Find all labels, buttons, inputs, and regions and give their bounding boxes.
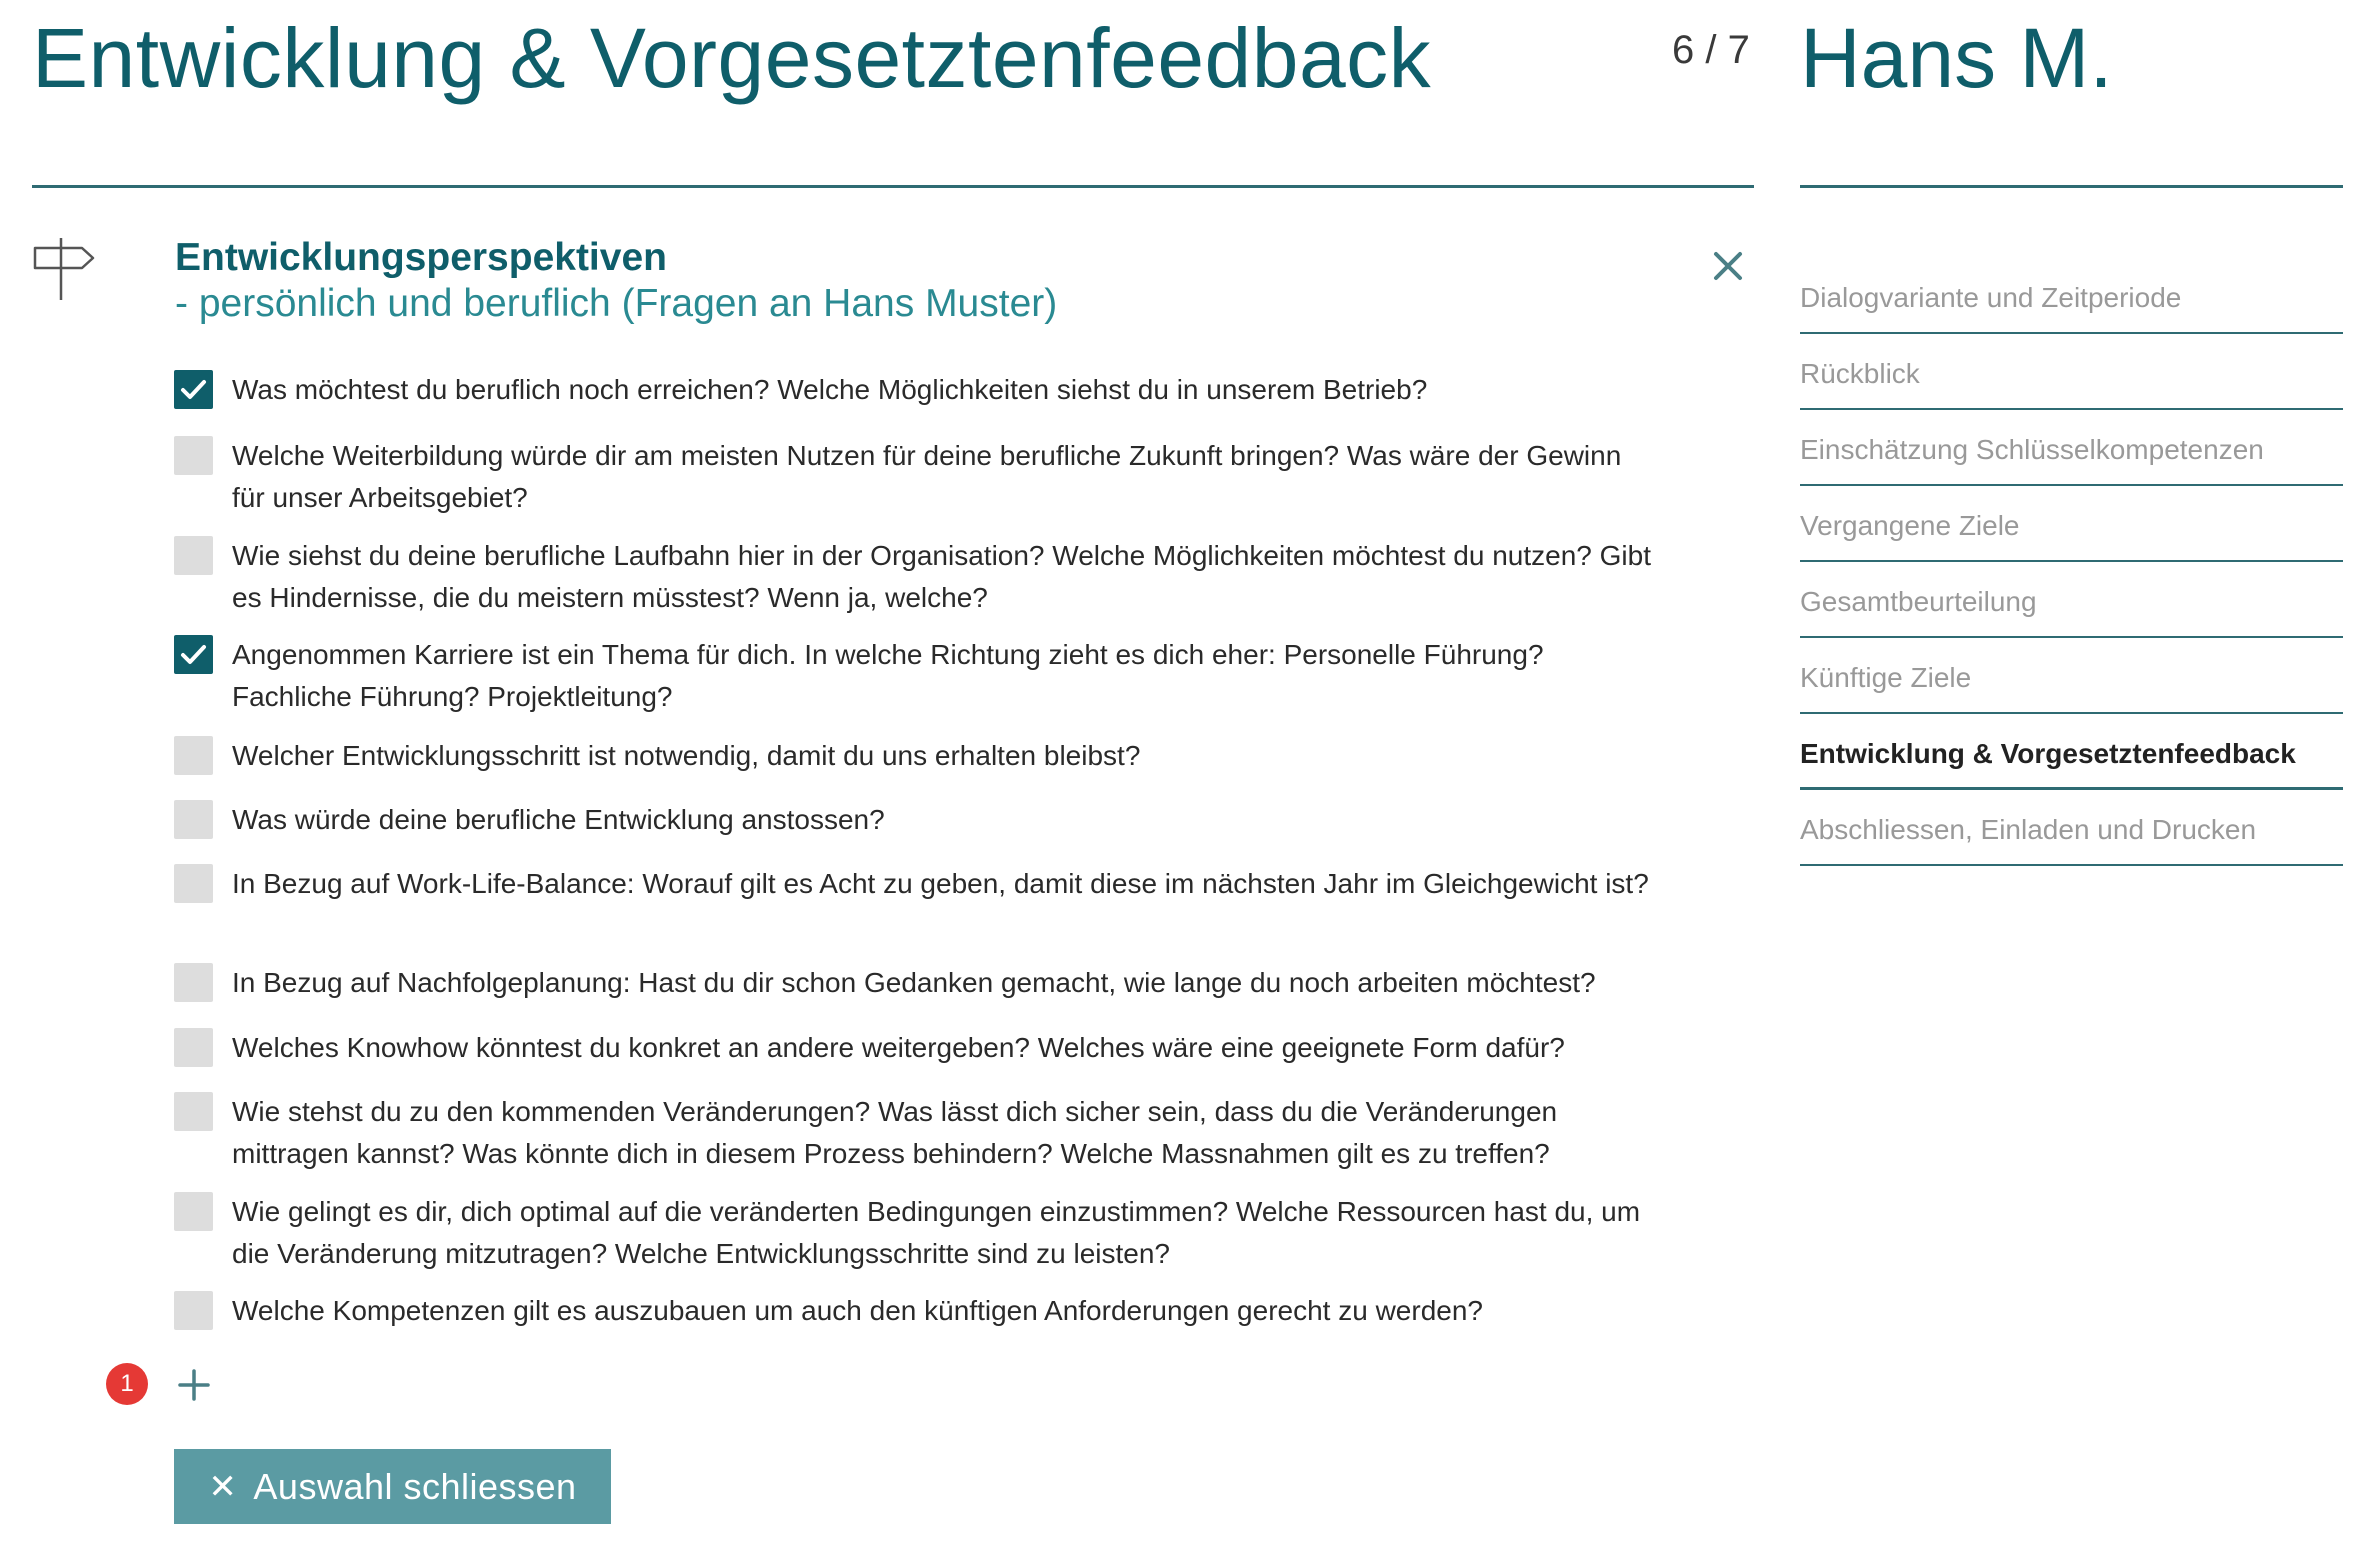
question-checkbox[interactable] — [174, 1291, 213, 1330]
section-subtitle: - persönlich und beruflich (Fragen an Hans Muster) — [175, 282, 1058, 325]
close-selection-label: Auswahl schliessen — [253, 1465, 577, 1507]
question-text: Welche Kompetenzen gilt es auszubauen um auch den künftigen Anforderungen gerecht zu werden? — [232, 1295, 1483, 1326]
add-question-button[interactable] — [176, 1367, 212, 1403]
question-item[interactable] — [174, 864, 1652, 905]
step-navigation — [1800, 258, 2343, 866]
question-text: Welche Weiterbildung würde dir am meisten Nutzen für deine berufliche Zukunft bringen? Was wäre der Gewinn für unser Arbeitsgebiet? — [232, 440, 1622, 513]
question-item[interactable] — [174, 963, 1652, 1004]
question-text: Wie siehst du deine berufliche Laufbahn hier in der Organisation? Welche Möglichkeiten möchtest du nutzen? Gibt es Hindernisse, die du meistern müsstest? Wenn ja, welche? — [232, 540, 1651, 613]
question-item[interactable] — [174, 1192, 1652, 1275]
question-item[interactable] — [174, 370, 1652, 411]
step-counter: 6 / 7 — [1672, 28, 1750, 72]
question-item[interactable] — [174, 1092, 1652, 1175]
header-divider — [32, 185, 1754, 188]
page-title: Entwicklung & Vorgesetztenfeedback — [32, 11, 1432, 105]
question-text: Welches Knowhow könntest du konkret an andere weitergeben? Welches wäre eine geeignete Form dafür? — [232, 1032, 1565, 1063]
sidebar-divider — [1800, 185, 2343, 188]
question-text: Was möchtest du beruflich noch erreichen? Welche Möglichkeiten siehst du in unserem Betrieb? — [232, 374, 1428, 405]
section-title: Entwicklungsperspektiven — [175, 236, 667, 279]
nav-item[interactable]: Einschätzung Schlüsselkompetenzen — [1800, 410, 2343, 486]
checkmark-icon — [179, 641, 208, 668]
question-checkbox[interactable] — [174, 635, 213, 674]
question-text: Was würde deine berufliche Entwicklung anstossen? — [232, 804, 885, 835]
nav-item[interactable]: Gesamtbeurteilung — [1800, 562, 2343, 638]
question-checkbox[interactable] — [174, 1192, 213, 1231]
question-checkbox[interactable] — [174, 370, 213, 409]
nav-item[interactable]: Vergangene Ziele — [1800, 486, 2343, 562]
nav-item[interactable]: Künftige Ziele — [1800, 638, 2343, 714]
checkmark-icon — [179, 376, 208, 403]
user-name: Hans M. — [1800, 11, 2113, 105]
question-checkbox[interactable] — [174, 1028, 213, 1067]
question-checkbox[interactable] — [174, 436, 213, 475]
question-checkbox[interactable] — [174, 800, 213, 839]
question-item[interactable] — [174, 635, 1652, 718]
close-icon: ✕ — [208, 1467, 238, 1506]
question-item[interactable] — [174, 1028, 1652, 1069]
question-item[interactable] — [174, 736, 1652, 777]
nav-item[interactable]: Rückblick — [1800, 334, 2343, 410]
question-item[interactable] — [174, 1291, 1652, 1332]
question-item[interactable] — [174, 536, 1652, 619]
question-text: Welcher Entwicklungsschritt ist notwendig, damit du uns erhalten bleibst? — [232, 740, 1141, 771]
close-section-button[interactable] — [1708, 246, 1748, 286]
question-text: Wie gelingt es dir, dich optimal auf die veränderten Bedingungen einzustimmen? Welche Ressourcen hast du, um die Veränderung mitzutragen? Welche Entwicklungsschritte sind zu leisten? — [232, 1196, 1641, 1269]
question-checkbox[interactable] — [174, 1092, 213, 1131]
notification-badge: 1 — [106, 1363, 148, 1405]
question-checkbox[interactable] — [174, 864, 213, 903]
question-text: Wie stehst du zu den kommenden Veränderungen? Was lässt dich sicher sein, dass du die Veränderungen mittragen kannst? Was könnte dich in diesem Prozess behindern? Welche Massnahmen gilt es zu treffen? — [232, 1096, 1558, 1169]
question-text: In Bezug auf Work-Life-Balance: Worauf gilt es Acht zu geben, damit diese im nächsten Jahr im Gleichgewicht ist? — [232, 868, 1649, 899]
question-item[interactable] — [174, 800, 1652, 841]
nav-item[interactable]: Abschliessen, Einladen und Drucken — [1800, 790, 2343, 866]
question-text: In Bezug auf Nachfolgeplanung: Hast du dir schon Gedanken gemacht, wie lange du noch arbeiten möchtest? — [232, 967, 1596, 998]
nav-item[interactable]: Dialogvariante und Zeitperiode — [1800, 258, 2343, 334]
question-item[interactable] — [174, 436, 1652, 519]
question-checkbox[interactable] — [174, 963, 213, 1002]
close-selection-button[interactable] — [174, 1449, 611, 1524]
signpost-icon — [30, 234, 100, 304]
close-icon — [1708, 246, 1748, 286]
question-text: Angenommen Karriere ist ein Thema für dich. In welche Richtung zieht es dich eher: Personelle Führung? Fachliche Führung? Projektleitung? — [232, 639, 1544, 712]
question-checkbox[interactable] — [174, 736, 213, 775]
question-checkbox[interactable] — [174, 536, 213, 575]
nav-item[interactable]: Entwicklung & Vorgesetztenfeedback — [1800, 714, 2343, 790]
plus-icon — [176, 1367, 212, 1403]
